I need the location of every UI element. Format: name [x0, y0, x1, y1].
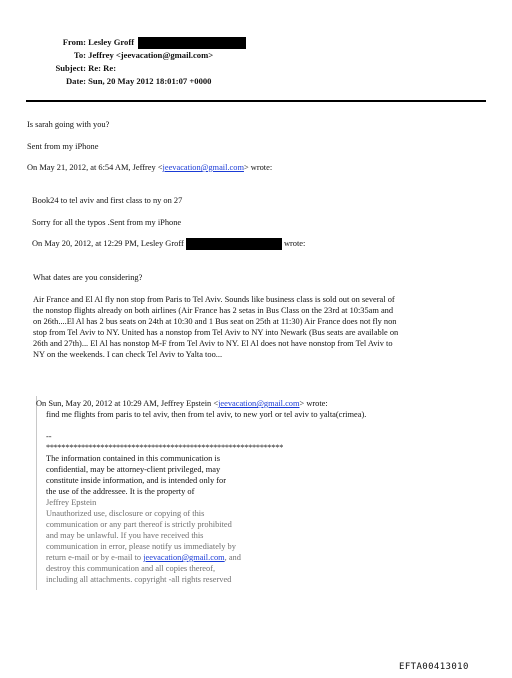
date-row [44, 76, 211, 86]
disclaimer-line: the use of the addressee. It is the property of [46, 487, 195, 496]
header-divider [26, 100, 486, 102]
quote-intro-text: On May 20, 2012, at 12:29 PM, Lesley Groff [32, 239, 184, 248]
quote-intro-text: On May 21, 2012, at 6:54 AM, Jeffrey < [27, 163, 163, 172]
message4-quote-intro [36, 398, 328, 409]
message1-line1: Is sarah going with you? [27, 120, 110, 129]
disclaimer-line: communication in error, please notify us immediately by [46, 542, 236, 551]
disclaimer-line [46, 552, 466, 563]
paragraph-line: NY on the weekends. I can check Tel Aviv to Yalta too... [33, 350, 223, 359]
to-value: Jeffrey <jeevacation@gmail.com> [88, 50, 214, 60]
paragraph-line: 26th and 27th)... El Al has nonstop M-F from Tel Aviv to NY. El Al does not have nonstop from Tel Aviv to [33, 339, 393, 348]
subject-label: Subject: [55, 63, 86, 73]
disclaimer-line: including all attachments. copyright -all rights reserved [46, 575, 232, 584]
signature-block [46, 431, 466, 585]
message1-quote-intro [27, 162, 272, 173]
email-link[interactable]: jeevacation@gmail.com [143, 553, 225, 562]
message3-paragraph [33, 294, 493, 360]
disclaimer-text: return e-mail or by e-mail to [46, 553, 144, 562]
date-value: Sun, 20 May 2012 18:01:07 +0000 [88, 76, 212, 86]
disclaimer-line: Unauthorized use, disclosure or copying of this [46, 509, 205, 518]
paragraph-line: the nonstop flights already on both airlines (Air France has 2 setas in Bus Class on the 23rd at 10:35am and [33, 306, 394, 315]
quote-intro-suffix: > wrote: [299, 399, 328, 408]
paragraph-line: stop from Tel Aviv to NY. United has a nonstop from Tel Aviv to NY into Newark (Bus seats are available on [33, 328, 399, 337]
from-label: From: [62, 37, 86, 47]
message2-quote-intro [32, 238, 305, 250]
signature-stars: ************************************************************* [46, 443, 284, 452]
email-link[interactable]: jeevacation@gmail.com [162, 163, 244, 172]
disclaimer-line: constitute inside information, and is intended only for [46, 476, 227, 485]
disclaimer-line: confidential, may be attorney-client privileged, may [46, 465, 221, 474]
from-row [44, 37, 246, 49]
message4-line1: find me flights from paris to tel aviv, then from tel aviv, to new yorl or tel aviv to yalta(crimea). [46, 410, 367, 419]
redaction-box [138, 37, 246, 49]
quote-intro-text: On Sun, May 20, 2012 at 10:29 AM, Jeffrey Epstein < [36, 399, 219, 408]
to-row [44, 50, 213, 60]
date-label: Date: [65, 76, 86, 86]
paragraph-line: on 26th....El Al has 2 bus seats on 24th at 10:30 and 1 Bus seat on 25th at 11:30) Air France does not fly non [33, 317, 397, 326]
quote-intro-suffix: > wrote: [243, 163, 273, 172]
quote-bar [36, 396, 37, 590]
disclaimer-line: communication or any part thereof is strictly prohibited [46, 520, 232, 529]
disclaimer-line: Jeffrey Epstein [46, 498, 97, 507]
disclaimer-line: The information contained in this communication is [46, 454, 220, 463]
paragraph-line: Air France and El Al fly non stop from Paris to Tel Aviv. Sounds like business class is sold out on several of [33, 295, 395, 304]
message2-line1: Book24 to tel aviv and first class to ny on 27 [32, 196, 183, 205]
signature-dashes: -- [46, 432, 52, 441]
disclaimer-line: destroy this communication and all copies thereof, [46, 564, 216, 573]
document-id: EFTA00413010 [399, 662, 469, 672]
redaction-box [186, 238, 282, 250]
from-value: Lesley Groff [88, 37, 135, 47]
message2-line2: Sorry for all the typos .Sent from my iPhone [32, 218, 182, 227]
email-link[interactable]: jeevacation@gmail.com [218, 399, 300, 408]
subject-row [44, 63, 116, 73]
message1-line2: Sent from my iPhone [27, 142, 99, 151]
subject-value: Re: Re: [88, 63, 117, 73]
quote-intro-suffix: wrote: [283, 239, 306, 248]
message3-question: What dates are you considering? [33, 273, 143, 282]
to-label: To: [73, 50, 86, 60]
disclaimer-text: , and [224, 553, 241, 562]
disclaimer-line: and may be unlawful. If you have received this [46, 531, 204, 540]
